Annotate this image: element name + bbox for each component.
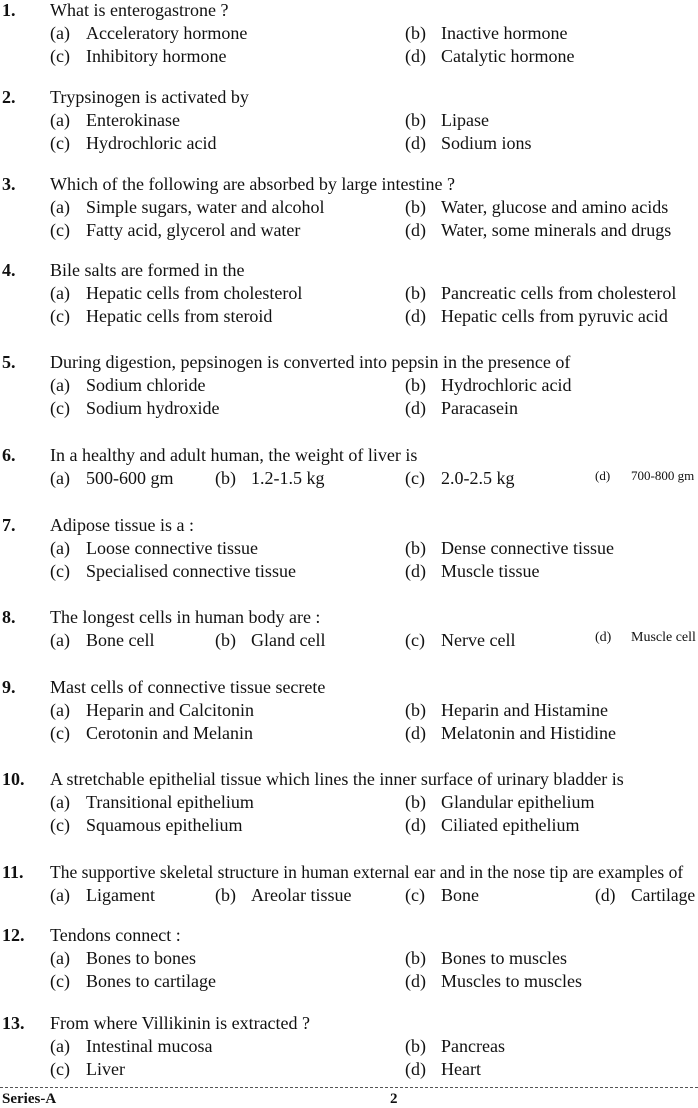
question: [0, 260, 698, 350]
option-text: Muscle tissue: [441, 561, 540, 581]
option-label: (b): [405, 700, 426, 720]
option-text: 1.2-1.5 kg: [251, 468, 325, 488]
question-number: 5.: [2, 352, 16, 372]
answer-option: [595, 630, 696, 646]
option-label: (a): [50, 110, 70, 130]
answer-option: [50, 792, 254, 813]
answer-option: [405, 971, 582, 992]
option-text: Glandular epithelium: [441, 792, 595, 812]
answer-option: [50, 306, 272, 327]
option-text: Hydrochloric acid: [86, 133, 217, 153]
option-text: Gland cell: [251, 630, 326, 650]
answer-option: [405, 885, 479, 906]
option-text: Acceleratory hormone: [86, 23, 248, 43]
option-label: (a): [50, 948, 70, 968]
option-text: Specialised connective tissue: [86, 561, 296, 581]
question-number: 2.: [2, 87, 16, 107]
option-label: (c): [50, 815, 70, 835]
question-text: The longest cells in human body are :: [50, 607, 321, 627]
question-number: 6.: [2, 445, 16, 465]
option-text: Hepatic cells from pyruvic acid: [441, 306, 668, 326]
answer-option: [50, 46, 226, 67]
answer-option: [405, 46, 574, 67]
option-text: Heparin and Histamine: [441, 700, 608, 720]
option-text: Heparin and Calcitonin: [86, 700, 254, 720]
option-text: 500-600 gm: [86, 468, 174, 488]
option-label: (d): [405, 1059, 426, 1079]
option-text: Sodium chloride: [86, 375, 206, 395]
answer-option: [215, 468, 325, 489]
answer-option: [405, 375, 571, 396]
question-number: 12.: [2, 925, 25, 945]
option-text: Nerve cell: [441, 630, 516, 650]
option-label: (a): [50, 792, 70, 812]
option-text: Bones to muscles: [441, 948, 567, 968]
question-text: Trypsinogen is activated by: [50, 87, 249, 107]
answer-option: [50, 561, 296, 582]
answer-option: [50, 630, 154, 651]
option-text: Pancreas: [441, 1036, 505, 1056]
option-text: Pancreatic cells from cholesterol: [441, 283, 677, 303]
page-footer: [0, 1087, 698, 1105]
answer-option: [405, 815, 579, 836]
option-label: (c): [50, 46, 70, 66]
answer-option: [405, 23, 567, 44]
option-label: (a): [50, 630, 70, 650]
question-text: Which of the following are absorbed by large intestine ?: [50, 174, 456, 194]
option-text: Fatty acid, glycerol and water: [86, 220, 301, 240]
answer-option: [50, 110, 180, 131]
answer-option: [50, 133, 216, 154]
answer-option: [595, 468, 694, 484]
option-label: (a): [50, 375, 70, 395]
option-text: Ciliated epithelium: [441, 815, 580, 835]
option-text: Melatonin and Histidine: [441, 723, 616, 743]
series-label: Series-A: [2, 1091, 57, 1107]
option-label: (d): [405, 306, 426, 326]
answer-option: [50, 197, 324, 218]
option-label: (d): [405, 815, 426, 835]
option-label: (b): [215, 630, 236, 650]
answer-option: [215, 885, 351, 906]
question: [0, 174, 698, 264]
answer-option: [405, 948, 567, 969]
option-text: Squamous epithelium: [86, 815, 243, 835]
question-text: In a healthy and adult human, the weight of liver is: [50, 445, 418, 465]
option-label: (b): [405, 792, 426, 812]
option-text: Bone cell: [86, 630, 155, 650]
question-number: 1.: [2, 0, 16, 20]
question-number: 3.: [2, 174, 16, 194]
answer-option: [405, 133, 532, 154]
question-text: A stretchable epithelial tissue which lines the inner surface of urinary bladder is: [50, 769, 624, 789]
option-text: Areolar tissue: [251, 885, 352, 905]
answer-option: [50, 815, 243, 836]
option-label: (b): [405, 283, 426, 303]
option-text: Water, glucose and amino acids: [441, 197, 669, 217]
question-text: Tendons connect :: [50, 925, 181, 945]
answer-option: [50, 283, 302, 304]
answer-option: [405, 1036, 505, 1057]
answer-option: [405, 110, 489, 131]
option-label: (d): [405, 398, 426, 418]
option-label: (d): [405, 561, 426, 581]
option-label: (b): [405, 110, 426, 130]
option-text: Ligament: [86, 885, 155, 905]
question-number: 10.: [2, 769, 25, 789]
answer-option: [50, 723, 253, 744]
option-label: (c): [405, 468, 425, 488]
answer-option: [405, 792, 594, 813]
option-text: Muscle cell: [631, 630, 696, 645]
question: [0, 87, 698, 177]
question-number: 7.: [2, 515, 16, 535]
option-label: (a): [50, 468, 70, 488]
option-label: (c): [50, 133, 70, 153]
option-text: Bone: [441, 885, 479, 905]
answer-option: [50, 948, 196, 969]
answer-option: [405, 723, 616, 744]
option-text: Liver: [86, 1059, 125, 1079]
option-label: (d): [405, 220, 426, 240]
option-label: (c): [50, 723, 70, 743]
answer-option: [50, 220, 300, 241]
answer-option: [405, 700, 608, 721]
option-text: Paracasein: [441, 398, 518, 418]
question-number: 9.: [2, 677, 16, 697]
answer-option: [405, 197, 668, 218]
option-text: Sodium hydroxide: [86, 398, 220, 418]
option-text: Hydrochloric acid: [441, 375, 572, 395]
option-label: (a): [50, 283, 70, 303]
option-text: Inhibitory hormone: [86, 46, 227, 66]
option-text: Loose connective tissue: [86, 538, 258, 558]
option-label: (d): [405, 723, 426, 743]
answer-option: [50, 375, 206, 396]
option-label: (d): [595, 468, 611, 483]
answer-option: [50, 700, 254, 721]
question-number: 4.: [2, 260, 16, 280]
option-label: (b): [215, 885, 236, 905]
page-number: 2: [390, 1091, 398, 1107]
option-label: (b): [405, 538, 426, 558]
answer-option: [50, 538, 258, 559]
answer-option: [405, 630, 515, 651]
option-label: (b): [405, 23, 426, 43]
option-text: Bones to cartilage: [86, 971, 216, 991]
option-label: (c): [50, 1059, 70, 1079]
option-label: (c): [50, 971, 70, 991]
option-label: (b): [405, 375, 426, 395]
answer-option: [50, 398, 220, 419]
option-label: (b): [405, 1036, 426, 1056]
option-label: (d): [405, 971, 426, 991]
question-number: 8.: [2, 607, 16, 627]
question: [0, 677, 698, 767]
option-label: (a): [50, 23, 70, 43]
question: [0, 515, 698, 605]
option-text: Sodium ions: [441, 133, 532, 153]
answer-option: [405, 283, 676, 304]
option-text: Simple sugars, water and alcohol: [86, 197, 325, 217]
option-text: Hepatic cells from cholesterol: [86, 283, 303, 303]
option-label: (a): [50, 700, 70, 720]
option-text: Catalytic hormone: [441, 46, 575, 66]
question-text: Adipose tissue is a :: [50, 515, 194, 535]
option-label: (a): [50, 197, 70, 217]
answer-option: [50, 1036, 212, 1057]
option-label: (a): [50, 885, 70, 905]
option-text: Cartilage: [631, 885, 696, 905]
answer-option: [595, 885, 695, 906]
option-label: (c): [50, 220, 70, 240]
option-text: Intestinal mucosa: [86, 1036, 213, 1056]
answer-option: [50, 468, 174, 489]
option-text: Cerotonin and Melanin: [86, 723, 253, 743]
option-label: (c): [50, 306, 70, 326]
option-text: Bones to bones: [86, 948, 196, 968]
question-number: 11.: [2, 862, 24, 882]
answer-option: [50, 23, 247, 44]
question: [0, 769, 698, 859]
option-label: (d): [595, 630, 612, 645]
option-text: Enterokinase: [86, 110, 180, 130]
option-label: (b): [405, 197, 426, 217]
option-text: Hepatic cells from steroid: [86, 306, 273, 326]
question-text: From where Villikinin is extracted ?: [50, 1013, 311, 1033]
answer-option: [50, 885, 155, 906]
option-label: (c): [405, 885, 425, 905]
question-text: During digestion, pepsinogen is converted into pepsin in the presence of: [50, 352, 571, 372]
option-text: Transitional epithelium: [86, 792, 254, 812]
option-label: (c): [50, 561, 70, 581]
option-text: Water, some minerals and drugs: [441, 220, 672, 240]
option-label: (b): [215, 468, 236, 488]
option-label: (c): [405, 630, 425, 650]
option-label: (a): [50, 538, 70, 558]
question-text: The supportive skeletal structure in human external ear and in the nose tip are examples of: [50, 862, 684, 882]
answer-option: [405, 538, 614, 559]
question-text: What is enterogastrone ?: [50, 0, 229, 20]
option-label: (a): [50, 1036, 70, 1056]
option-text: Dense connective tissue: [441, 538, 614, 558]
answer-option: [405, 468, 515, 489]
option-label: (d): [405, 46, 426, 66]
question-text: Mast cells of connective tissue secrete: [50, 677, 326, 697]
question: [0, 0, 698, 90]
option-text: Lipase: [441, 110, 489, 130]
answer-option: [405, 398, 518, 419]
answer-option: [50, 1059, 125, 1080]
question: [0, 925, 698, 1015]
option-text: Muscles to muscles: [441, 971, 582, 991]
option-text: 2.0-2.5 kg: [441, 468, 515, 488]
answer-option: [405, 306, 668, 327]
option-text: Inactive hormone: [441, 23, 568, 43]
option-label: (c): [50, 398, 70, 418]
option-label: (d): [405, 133, 426, 153]
option-text: Heart: [441, 1059, 481, 1079]
option-text: 700-800 gm: [631, 468, 695, 483]
answer-option: [405, 1059, 481, 1080]
option-label: (d): [595, 885, 616, 905]
answer-option: [405, 561, 540, 582]
answer-option: [50, 971, 216, 992]
option-label: (b): [405, 948, 426, 968]
question: [0, 352, 698, 442]
answer-option: [215, 630, 325, 651]
question-text: Bile salts are formed in the: [50, 260, 245, 280]
question-number: 13.: [2, 1013, 25, 1033]
answer-option: [405, 220, 671, 241]
